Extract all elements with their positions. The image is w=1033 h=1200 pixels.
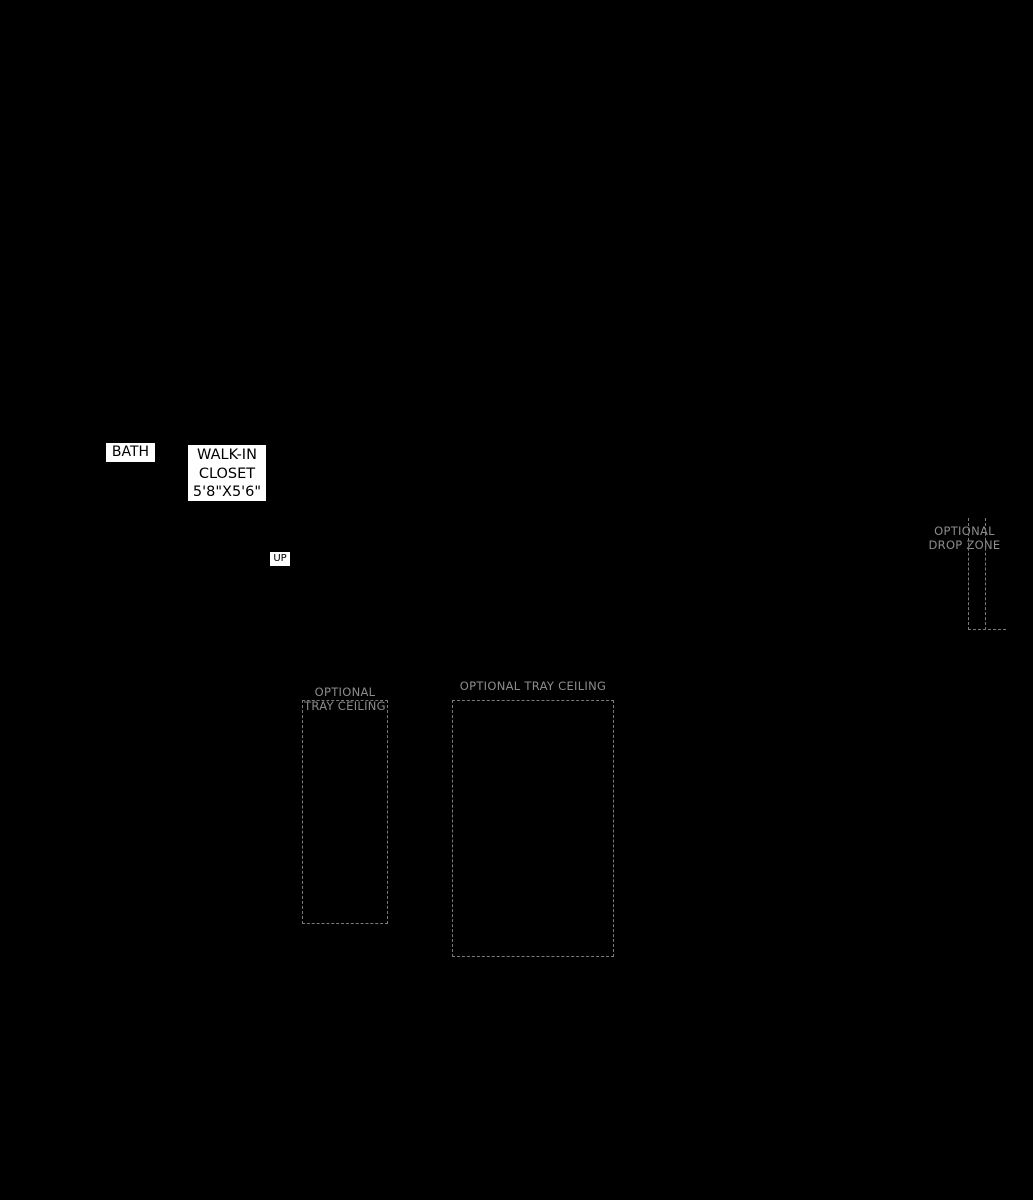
stairs-up-text: UP [273, 553, 287, 564]
bath-room-label [106, 443, 155, 462]
closet-label-line1: WALK-IN [197, 447, 257, 463]
drop-zone-outline-bottom [968, 629, 1006, 630]
tray-left-line2: TRAY CEILING [304, 699, 386, 713]
drop-zone-line2: DROP ZONE [928, 538, 1001, 552]
drop-zone-line1: OPTIONAL [934, 524, 995, 538]
tray-ceiling-outline-left [302, 700, 388, 924]
tray-left-line1: OPTIONAL [314, 685, 376, 699]
closet-label-line2: CLOSET [198, 465, 256, 482]
optional-drop-zone-note [922, 524, 1007, 552]
closet-dimensions: 5'8"X5'6" [192, 484, 262, 500]
bath-label-text: BATH [111, 444, 150, 460]
drop-zone-outline-left [968, 518, 969, 630]
tray-center-text: OPTIONAL TRAY CEILING [459, 679, 607, 693]
optional-tray-ceiling-note-center [443, 679, 623, 693]
walk-in-closet-label [188, 445, 266, 501]
drop-zone-outline-right [985, 518, 986, 630]
tray-ceiling-outline-center [452, 700, 614, 957]
stairs-up-label [270, 552, 290, 566]
